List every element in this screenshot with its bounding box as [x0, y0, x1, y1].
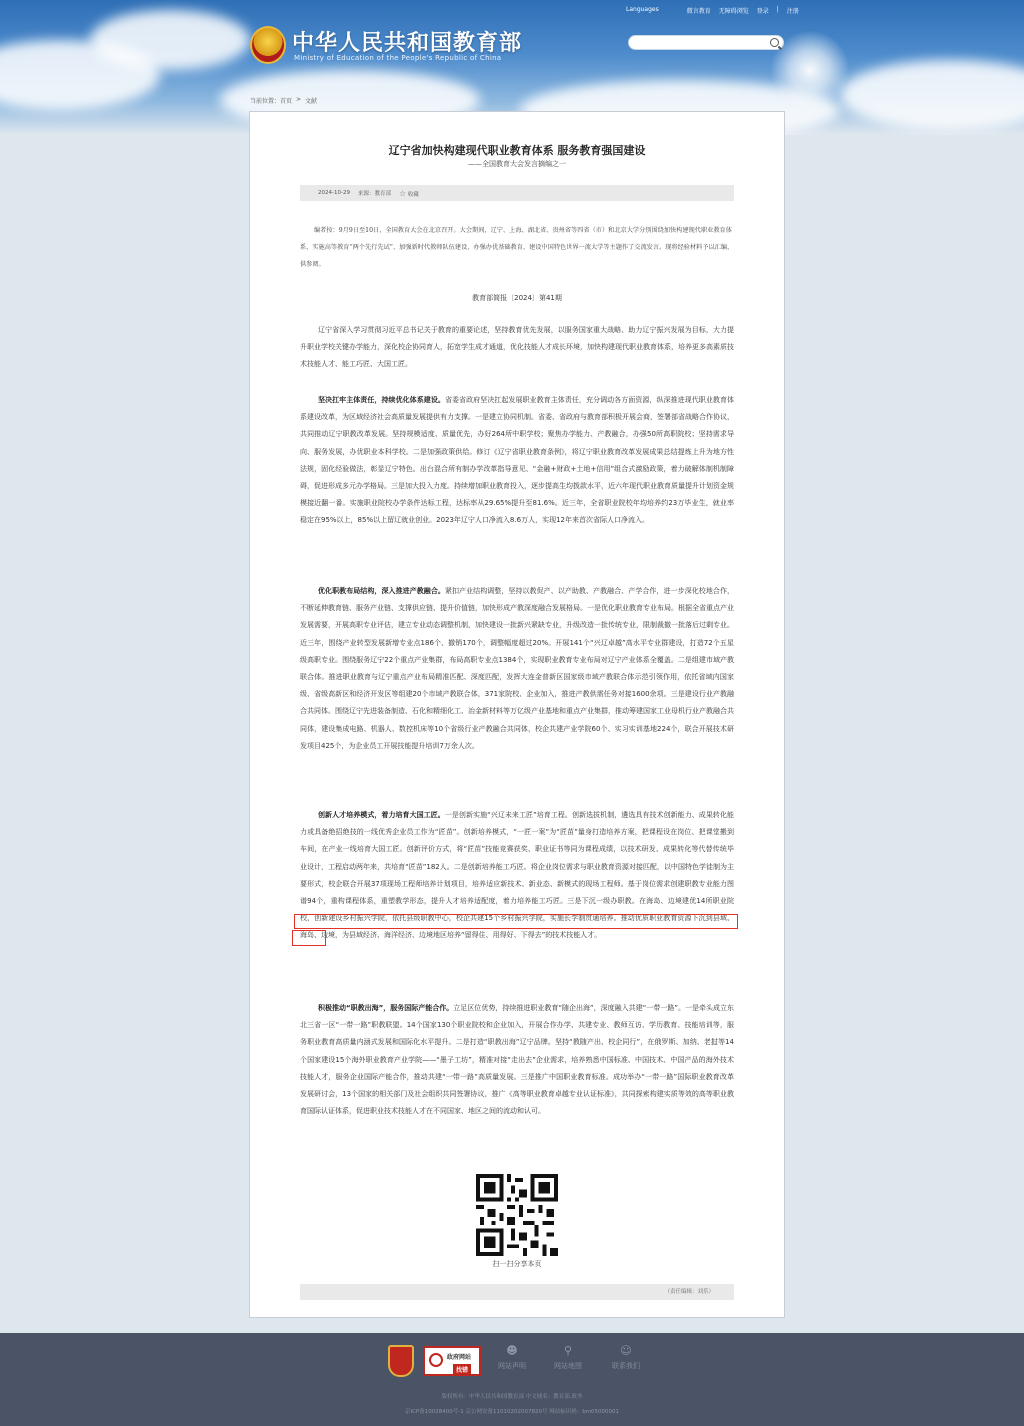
search-box [628, 35, 784, 50]
section-3-heading: 创新人才培养模式，着力培育大国工匠。 [318, 811, 445, 819]
cloud-decoration [90, 10, 250, 70]
section-2-body: 紧扣产业结构调整，坚持以教促产、以产助教、产教融合、产学合作，进一步深化校地合作，不断延伸教育链、服务产业链、支撑供应链、提升价值链，加快形成产教深度融合发展格局。一是优化职业教育专业布局。根据全省重点产业发展需要，开展高职专业评估，建立专业动态调整机制，加快建设一批新兴紧缺专业，升级改造一批传统专业，限制裁撤一批落后过剩专业。近三年，围绕产业转型发展新增专业点186个、撤销170个，调整幅度超过20%。开展141个“兴辽卓越”高水平专业群建设，打造72个五星级高职专业。围绕服务辽宁22个重点产业集群，布局高职专业点1384个，实现职业教育专业布局对辽宁产业体系全覆盖。二是组建市域产教联合体。推进职业教育与辽宁重点产业布局精准匹配、深度匹配，发挥大连金普新区国家级市域产教联合体示范引领作用，依托省域内国家级、省级高新区和经济开发区等组建20个市域产教联合体，371家院校、企业加入，推进产教供需任务对接1600余项。三是建设行业产教融合共同体。围绕辽宁先进装备制造、石化和精细化工、冶金新材料等万亿级产业基地和重点产业集群，推动筹建国家工业母机行业产教融合共同体，建设集成电路、机器人、数控机床等10个省级行业产教融合共同体，校企共建产业学院60个、实习实训基地224个，联合开展技术研发项目425个，为企业员工开展技能提升培训7万余人次。 [300, 587, 735, 750]
site-title[interactable]: 中华人民共和国教育部 [292, 30, 523, 56]
magnifier-icon [429, 1353, 443, 1367]
link-separator: | [776, 6, 779, 13]
section-4-heading: 积极推动“职教出海”，服务国际产能合作。 [318, 1004, 454, 1012]
section-1-body: 省委省政府坚决扛起发展职业教育主体责任，充分调动各方面资源，纵深推进现代职业教育体系建设改革，为区域经济社会高质量发展提供有力支撑。一是建立协同机制。省委、省政府与教育部积极开展会商，签署部省战略合作协议，共同推动辽宁职教改革发展。坚持规模适度、质量优先，办好264所中职学校；聚焦办学能力、产教融合，办强50所高职院校；坚持需求导向、服务发展，办优职业本科学校。二是加强政策供给。修订《辽宁省职业教育条例》，将辽宁职业教育改革发展成果总结提炼上升为地方性法规，固化经验做法，彰显辽宁特色。出台混合所有制办学改革指导意见、“金融+财政+土地+信用”组合式激励政策，着力破解体制机制障碍，促进形成多元办学格局。三是加大投入力度。持续增加职业教育投入，逐步提高生均拨款水平，近六年现代职业教育质量提升计划资金规模接近翻一番。实施职业院校办学条件达标工程，达标率从29.65%提升至81.6%。近三年，全省职业院校年均培养约23万毕业生，就业率稳定在95%以上，85%以上留辽就业创业。2023年辽宁人口净流入8.6万人，实现12年来首次省际人口净流入。 [300, 396, 735, 525]
article-date: 2024-10-29 [318, 190, 350, 196]
editor-note: 编者按：9月9日至10日，全国教育大会在北京召开。大会期间，辽宁、上海、湖北省、贵州省等四省（市）和北京大学分别围绕加快构建现代职业教育体系、实施高等教育“两个先行先试”、加强新时代教师队伍建设、办强办优基础教育、建设中国特色世界一流大学等主题作了交流发言。现将经验材料予以汇编，供参阅。 [300, 227, 734, 268]
article-meta-bar [300, 185, 734, 201]
article-source: 来源：教育部 [357, 191, 391, 197]
contact-us-label: 联系我们 [612, 1362, 640, 1370]
search-icon[interactable] [770, 38, 779, 47]
section-1-paragraph [300, 392, 734, 530]
party-gov-badge-icon[interactable] [388, 1345, 414, 1377]
section-4-paragraph [300, 1000, 734, 1120]
login-link[interactable]: 登录 [756, 8, 769, 15]
languages-link[interactable]: Languages [626, 6, 659, 13]
contact-us-link[interactable] [606, 1345, 646, 1371]
site-map-label: 网站地图 [554, 1362, 582, 1370]
search-input[interactable] [629, 43, 759, 56]
qr-code-image [476, 1174, 558, 1256]
people-icon: ☺ [620, 1344, 632, 1357]
weiyan-link[interactable]: 微言教育 [686, 8, 711, 15]
map-pin-icon: ⚲ [563, 1344, 573, 1357]
badge-text-bottom: 找错 [453, 1364, 471, 1375]
intro-paragraph: 辽宁省深入学习贯彻习近平总书记关于教育的重要论述，坚持教育优先发展，以服务国家重大战略、助力辽宁振兴发展为目标，大力提升职业学校关键办学能力，深化校企协同育人，拓宽学生成才通道，优化技能人才成长环境，加快构建现代职业教育体系，培养更多高素质技术技能人才、能工巧匠、大国工匠。 [300, 326, 734, 369]
section-2-paragraph [300, 583, 734, 755]
accessibility-link[interactable]: 无障碍浏览 [718, 8, 749, 15]
section-3-body: 一是创新实施“兴辽未来工匠”培育工程。创新选拔机制，遴选具有技术创新能力、成果转化能力或具备绝招绝技的一线优秀企业员工作为“匠苗”。创新培养模式，“一匠一案”为“匠苗”量身打造培养方案，把课程设在岗位、把课堂搬到车间，在产业一线培育大国工匠。创新评价方式，将“匠苗”技能竞赛获奖、职业证书等同为课程成绩，以技术研发、成果转化等代替传统毕业设计，工程启动两年来，共培育“匠苗”182人。二是创新培养能工巧匠。将企业岗位需求与职业教育资源对接匹配，以中国特色学徒制为主要形式，校企联合开展37项现场工程师培养计划项目，培养适应新技术、新业态、新模式的现场工程师。基于岗位需求创建职教专业能力图谱94个，重构课程体系，重塑教学形态，提升人才培养适配度，着力培养能工巧匠。三是下沉一级办职教。在海岛、边境建优14所职业院校，创新建设乡村振兴学院，依托县级职教中心，校企共建15个乡村振兴学院，实施长学制贯通培养。推动优质职业教育资源下沉到县域、海岛、边境，为县域经济、海洋经济、边境地区培养“留得住、用得好、下得去”的技术技能人才。 [300, 811, 734, 940]
site-map-link[interactable] [548, 1345, 588, 1371]
top-links [626, 6, 799, 15]
breadcrumb-home[interactable]: 当前位置：首页 [250, 98, 293, 105]
breadcrumb-separator: > [296, 96, 302, 103]
badge-text-top: 政府网站 [447, 1354, 472, 1361]
site-statement-label: 网站声明 [498, 1362, 526, 1370]
site-footer [0, 1333, 1024, 1426]
star-icon: ☆ [398, 188, 407, 198]
section-3-paragraph [300, 807, 734, 945]
breadcrumb-current[interactable]: 文献 [305, 98, 318, 105]
copyright-text: 版权所有：中华人民共和国教育部 中文域名：教育部.政务 [441, 1394, 583, 1400]
qr-caption: 扫一扫分享本页 [492, 1260, 542, 1268]
section-4-body: 立足区位优势，持续推进职业教育“随企出海”，深度融入共建“一带一路”。一是牵头成立东北三省一区“一带一路”职教联盟。14个国家130个职业院校和企业加入，开展合作办学、共建专业、教师互访、学历教育、技能培训等，服务职业教育高质量内涵式发展和国际化水平提升。二是打造“职教出海”辽宁品牌。坚持“教随产出、校企同行”，在俄罗斯、加纳、老挝等14个国家建设15个海外职业教育产业学院——“墨子工坊”，精准对接“走出去”企业需求，培养熟悉中国标准、中国技术、中国产品的海外技术技能人才，服务企业国际产能合作，推动共建“一带一路”高质量发展。三是推广中国职业教育标准。成功举办“一带一路”国际职业教育改革发展研讨会，13个国家的相关部门及社会组织共同签署协议，推广《高等职业教育卓越专业认证标准》，共同探索构建实质等效的高等职业教育国际认证体系，促进职业技术技能人才在不同国家、地区之间的流动和认可。 [300, 1004, 734, 1116]
gov-site-error-report-badge[interactable] [423, 1346, 481, 1376]
breadcrumb [250, 96, 317, 105]
icp-text: 京ICP备10028400号-1 京公网安备11010202007820号 网站标识码：bm05000001 [404, 1409, 620, 1415]
cloud-decoration [840, 60, 1024, 130]
person-icon: ☻ [506, 1344, 518, 1357]
article-card [249, 111, 785, 1318]
site-statement-link[interactable] [492, 1345, 532, 1371]
article-subtitle: ——全国教育大会发言摘编之一 [468, 160, 566, 168]
editor-bar: （责任编辑：刘乐） [300, 1284, 734, 1300]
national-emblem-icon[interactable] [250, 26, 286, 64]
article-title: 辽宁省加快构建现代职业教育体系 服务教育强国建设 [388, 144, 646, 157]
site-subtitle: Ministry of Education of the People's Republic of China [294, 54, 502, 62]
favorite-label: 收藏 [407, 191, 419, 198]
favorite-button[interactable] [399, 189, 419, 198]
section-1-heading: 坚决扛牢主体责任，持续优化体系建设。 [318, 396, 445, 404]
issue-number: 教育部简报〔2024〕第41期 [472, 294, 562, 302]
register-link[interactable]: 注册 [786, 8, 799, 15]
section-2-heading: 优化职教布局结构，深入推进产教融合。 [318, 587, 445, 595]
